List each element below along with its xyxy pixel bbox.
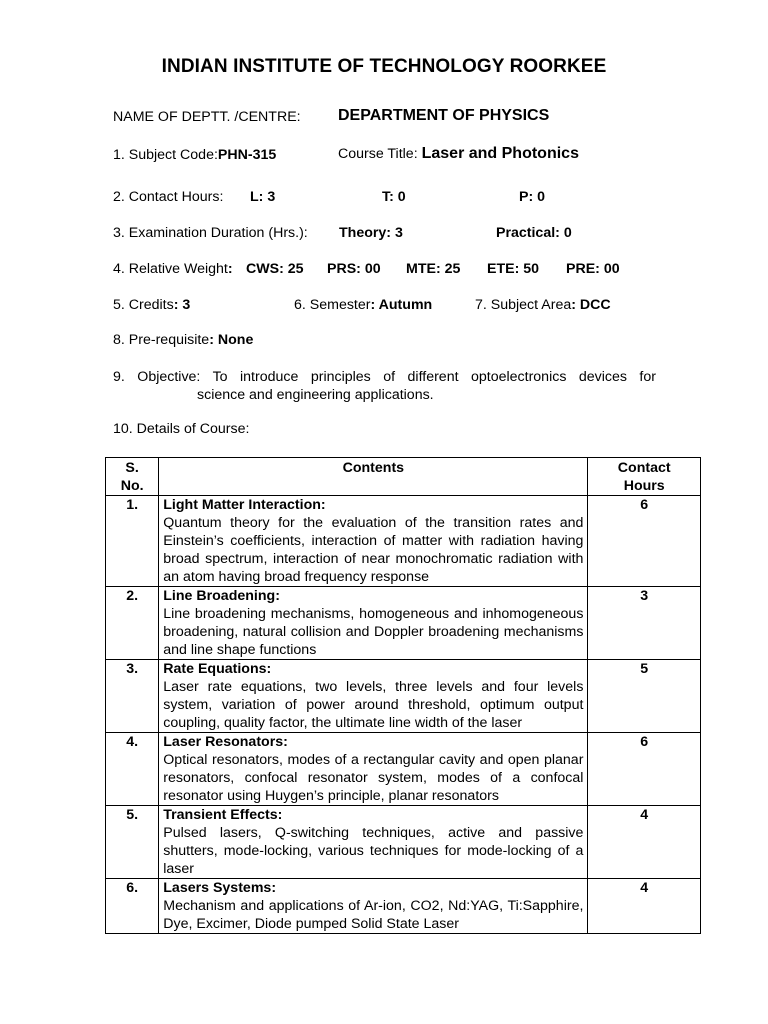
credits-label: 5. Credits: [113, 297, 174, 313]
row-hours: 3: [588, 587, 701, 660]
weight-pre: PRE: 00: [566, 261, 620, 277]
row-sno: 5.: [106, 806, 159, 879]
row-hours: 4: [588, 806, 701, 879]
weight-mte: MTE: 25: [406, 261, 461, 277]
row-contents: [159, 733, 588, 806]
header-hours: [588, 458, 701, 496]
contact-hours-label: 2. Contact Hours:: [113, 189, 224, 205]
objective: [113, 368, 656, 404]
table-row: [106, 733, 701, 806]
table-row: [106, 660, 701, 733]
exam-duration-label: 3. Examination Duration (Hrs.):: [113, 225, 308, 241]
subject-area-value: : DCC: [571, 297, 611, 313]
row-contents: [159, 806, 588, 879]
weight-ete: ETE: 50: [487, 261, 540, 277]
row-topic: Laser Resonators:: [163, 734, 288, 750]
subject-code-label: 1. Subject Code:: [113, 147, 218, 163]
header-sno-line-2: No.: [120, 478, 144, 494]
table-header-row: [106, 458, 701, 496]
header-contents: Contents: [159, 458, 588, 496]
table-row: [106, 879, 701, 934]
prerequisite-row: [113, 332, 253, 348]
subject-area-label: 7. Subject Area: [475, 297, 572, 313]
contact-hours-l: L: 3: [250, 189, 276, 205]
row-topic: Light Matter Interaction:: [163, 497, 326, 513]
row-contents: [159, 660, 588, 733]
row-description: Quantum theory for the evaluation of the transition rates and Einstein’s coefficients, interaction of matter with radiation having broad spectrum, interaction of near monochromatic radiation with an atom having broad frequency response: [163, 515, 584, 585]
dept-label: NAME OF DEPTT. /CENTRE:: [113, 109, 301, 125]
subject-code-row: [113, 147, 276, 163]
objective-line-2: science and engineering applications.: [197, 387, 434, 403]
contact-hours-p: P: 0: [519, 189, 546, 205]
row-topic: Rate Equations:: [163, 661, 272, 677]
row-contents: [159, 587, 588, 660]
course-title-row: [338, 145, 579, 163]
header-sno-line-1: S.: [125, 460, 139, 476]
row-sno: 6.: [106, 879, 159, 934]
row-topic: Transient Effects:: [163, 807, 283, 823]
prerequisite-label: 8. Pre-requisite: [113, 332, 210, 348]
row-hours: 6: [588, 733, 701, 806]
row-description: Optical resonators, modes of a rectangular cavity and open planar resonators, confocal resonator system, modes of a confocal resonator using Huygen’s principle, planar resonators: [163, 752, 584, 804]
row-hours: 5: [588, 660, 701, 733]
exam-practical: Practical: 0: [496, 225, 572, 241]
row-sno: 1.: [106, 496, 159, 587]
relative-weight-colon: :: [227, 261, 233, 277]
contact-hours-t: T: 0: [382, 189, 406, 205]
table-row: [106, 587, 701, 660]
page-title: INDIAN INSTITUTE OF TECHNOLOGY ROORKEE: [161, 56, 607, 77]
course-details-table: [105, 457, 701, 934]
row-hours: 6: [588, 496, 701, 587]
credits-row: [113, 297, 190, 313]
table-row: [106, 806, 701, 879]
course-title-label: Course Title:: [338, 146, 418, 162]
dept-value: DEPARTMENT OF PHYSICS: [338, 107, 550, 124]
table-row: [106, 496, 701, 587]
row-description: Line broadening mechanisms, homogeneous and inhomogeneous broadening, natural collision and Doppler broadening mechanisms and line shape functions: [163, 606, 584, 658]
course-title-value: Laser and Photonics: [421, 145, 579, 162]
row-sno: 3.: [106, 660, 159, 733]
prerequisite-value: : None: [209, 332, 254, 348]
course-details-label: 10. Details of Course:: [113, 421, 250, 437]
subject-area-row: [475, 297, 611, 313]
row-description: Laser rate equations, two levels, three levels and four levels system, variation of power around threshold, optimum output coupling, quality factor, the ultimate line width of the laser: [163, 679, 584, 731]
header-hours-line-2: Hours: [623, 478, 665, 494]
row-topic: Lasers Systems:: [163, 880, 277, 896]
exam-theory: Theory: 3: [339, 225, 403, 241]
row-contents: [159, 496, 588, 587]
row-description: Mechanism and applications of Ar-ion, CO2, Nd:YAG, Ti:Sapphire, Dye, Excimer, Diode pumped Solid State Laser: [163, 898, 584, 932]
relative-weight-row: [113, 261, 233, 277]
header-hours-line-1: Contact: [617, 460, 671, 476]
semester-value: : Autumn: [370, 297, 433, 313]
semester-row: [294, 297, 432, 313]
subject-code-value: PHN-315: [217, 147, 277, 163]
row-sno: 2.: [106, 587, 159, 660]
semester-label: 6. Semester: [294, 297, 371, 313]
row-topic: Line Broadening:: [163, 588, 280, 604]
relative-weight-label: 4. Relative Weight: [113, 261, 228, 277]
weight-cws: CWS: 25: [246, 261, 304, 277]
row-hours: 4: [588, 879, 701, 934]
weight-prs: PRS: 00: [327, 261, 381, 277]
row-description: Pulsed lasers, Q-switching techniques, active and passive shutters, mode-locking, various techniques for mode-locking of a laser: [163, 825, 584, 877]
objective-line-1: 9. Objective: To introduce principles of different optoelectronics devices for: [113, 369, 656, 385]
row-sno: 4.: [106, 733, 159, 806]
header-sno: [106, 458, 159, 496]
row-contents: [159, 879, 588, 934]
credits-value: : 3: [173, 297, 191, 313]
